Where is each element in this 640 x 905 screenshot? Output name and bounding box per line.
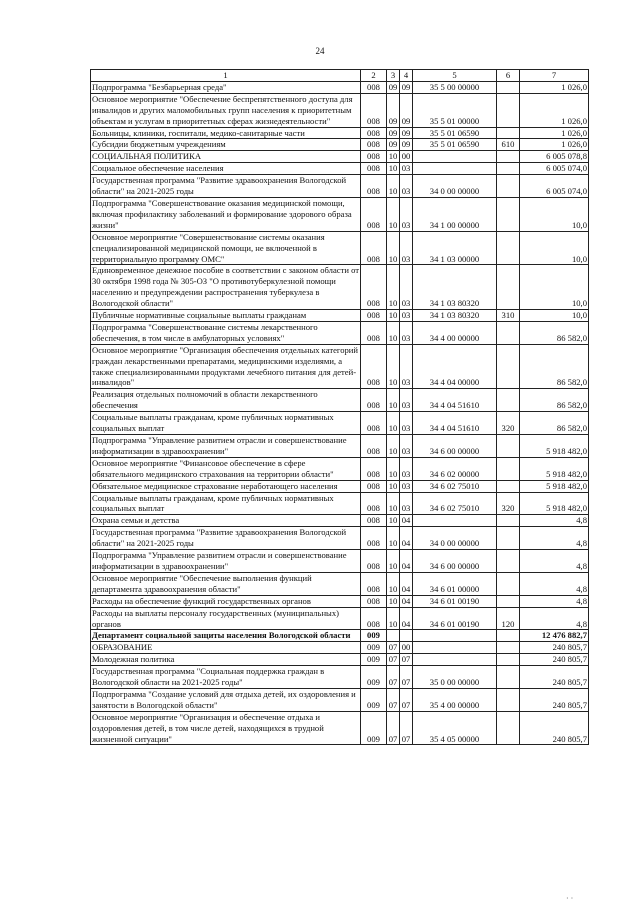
row-name-cell: Подпрограмма "Совершенствование оказания медицинской помощи, включая профилактику заболеваний и формирование здорового образа жизни" xyxy=(91,197,361,231)
row-section-cell: 10 xyxy=(387,344,400,389)
row-expense-type-cell xyxy=(497,231,520,265)
row-subsection-cell: 03 xyxy=(400,412,413,435)
row-name-cell: Государственная программа "Развитие здравоохранения Вологодской области" на 2021-2025 годы xyxy=(91,175,361,198)
row-section-cell: 07 xyxy=(387,688,400,711)
header-cell: 4 xyxy=(400,70,413,82)
row-target-article-cell xyxy=(413,151,497,163)
row-code-cell: 008 xyxy=(361,265,387,310)
row-amount-cell: 4,8 xyxy=(520,572,589,595)
row-section-cell: 07 xyxy=(387,642,400,654)
row-code-cell: 008 xyxy=(361,151,387,163)
row-amount-cell: 5 918 482,0 xyxy=(520,480,589,492)
row-amount-cell: 86 582,0 xyxy=(520,344,589,389)
row-code-cell: 009 xyxy=(361,642,387,654)
row-code-cell: 009 xyxy=(361,630,387,642)
table-row xyxy=(91,642,589,654)
row-target-article-cell: 34 4 04 51610 xyxy=(413,389,497,412)
row-amount-cell: 10,0 xyxy=(520,197,589,231)
row-target-article-cell: 34 1 03 80320 xyxy=(413,310,497,322)
row-target-article-cell: 34 6 02 75010 xyxy=(413,480,497,492)
row-section-cell: 10 xyxy=(387,151,400,163)
row-target-article-cell: 35 4 00 00000 xyxy=(413,688,497,711)
row-subsection-cell: 00 xyxy=(400,151,413,163)
row-code-cell: 008 xyxy=(361,389,387,412)
row-expense-type-cell xyxy=(497,163,520,175)
row-code-cell: 009 xyxy=(361,711,387,745)
row-amount-cell: 240 805,7 xyxy=(520,711,589,745)
row-expense-type-cell xyxy=(497,175,520,198)
row-target-article-cell: 34 1 00 00000 xyxy=(413,197,497,231)
row-section-cell: 10 xyxy=(387,389,400,412)
row-expense-type-cell xyxy=(497,81,520,93)
row-name-cell: Подпрограмма "Безбарьерная среда" xyxy=(91,81,361,93)
table-row xyxy=(91,139,589,151)
row-name-cell: Реализация отдельных полномочий в области лекарственного обеспечения xyxy=(91,389,361,412)
row-target-article-cell: 34 6 02 75010 xyxy=(413,492,497,515)
row-amount-cell: 12 476 882,7 xyxy=(520,630,589,642)
row-amount-cell: 240 805,7 xyxy=(520,666,589,689)
row-subsection-cell: 07 xyxy=(400,688,413,711)
table-row xyxy=(91,550,589,573)
row-target-article-cell xyxy=(413,642,497,654)
row-name-cell: Единовременное денежное пособие в соответствии с законом области от 30 октября 1998 года № 305-ОЗ "О противотуберкулезной помощи населению и предупреждении распространения туберкулеза в Вологодской области" xyxy=(92,265,360,309)
row-subsection-cell: 09 xyxy=(400,139,413,151)
row-subsection-cell: 07 xyxy=(400,654,413,666)
row-name-cell: Департамент социальной защиты населения Вологодской области xyxy=(91,630,361,642)
row-amount-cell: 6 005 078,8 xyxy=(520,151,589,163)
row-section-cell: 07 xyxy=(387,654,400,666)
row-amount-cell: 240 805,7 xyxy=(520,654,589,666)
row-name-cell: Основное мероприятие "Обеспечение выполнения функций департамента здравоохранения области" xyxy=(91,572,361,595)
row-section-cell: 10 xyxy=(387,265,400,310)
row-expense-type-cell xyxy=(497,642,520,654)
row-code-cell: 008 xyxy=(361,492,387,515)
row-section-cell: 10 xyxy=(387,175,400,198)
row-code-cell: 008 xyxy=(361,412,387,435)
row-expense-type-cell xyxy=(497,654,520,666)
table-row xyxy=(91,321,589,344)
row-code-cell: 008 xyxy=(361,527,387,550)
header-cell: 6 xyxy=(497,70,520,82)
row-target-article-cell: 35 4 05 00000 xyxy=(413,711,497,745)
row-target-article-cell: 35 5 00 00000 xyxy=(413,81,497,93)
row-expense-type-cell xyxy=(497,550,520,573)
row-subsection-cell: 03 xyxy=(400,344,413,389)
row-section-cell: 10 xyxy=(387,492,400,515)
row-code-cell: 008 xyxy=(361,321,387,344)
row-section-cell: 09 xyxy=(387,81,400,93)
row-target-article-cell: 34 4 04 00000 xyxy=(413,344,497,389)
row-target-article-cell: 35 5 01 06590 xyxy=(413,127,497,139)
row-name-cell: Основное мероприятие "Совершенствование системы оказания специализированной медицинской помощи, не включенной в территориальную программу ОМС" xyxy=(91,231,361,265)
table-row xyxy=(91,630,589,642)
row-section-cell: 10 xyxy=(387,321,400,344)
row-name-cell: Обязательное медицинское страхование неработающего населения xyxy=(91,480,361,492)
table-row xyxy=(91,527,589,550)
row-name-cell: Подпрограмма "Управление развитием отрасли и совершенствование информатизации в здравоохранении" xyxy=(91,435,361,458)
row-amount-cell: 240 805,7 xyxy=(520,688,589,711)
row-expense-type-cell xyxy=(497,457,520,480)
row-amount-cell: 6 005 074,0 xyxy=(520,163,589,175)
row-expense-type-cell xyxy=(497,93,520,127)
row-target-article-cell: 34 6 00 00000 xyxy=(413,435,497,458)
table-row xyxy=(91,265,589,310)
row-code-cell: 008 xyxy=(361,515,387,527)
row-expense-type-cell xyxy=(497,435,520,458)
row-amount-cell: 5 918 482,0 xyxy=(520,492,589,515)
row-code-cell: 008 xyxy=(361,595,387,607)
table-row xyxy=(91,492,589,515)
row-subsection-cell: 04 xyxy=(400,572,413,595)
row-name-cell: Государственная программа "Социальная поддержка граждан в Вологодской области на 2021-2025 годы" xyxy=(91,666,361,689)
row-section-cell: 10 xyxy=(387,457,400,480)
row-code-cell: 008 xyxy=(361,81,387,93)
row-amount-cell: 86 582,0 xyxy=(520,389,589,412)
row-name-cell: Субсидии бюджетным учреждениям xyxy=(91,139,361,151)
row-expense-type-cell xyxy=(497,265,520,310)
table-row xyxy=(91,163,589,175)
row-code-cell: 008 xyxy=(361,231,387,265)
row-name-cell: Подпрограмма "Совершенствование системы лекарственного обеспечения, в том числе в амбулаторных условиях" xyxy=(91,321,361,344)
row-expense-type-cell xyxy=(497,389,520,412)
row-section-cell: 07 xyxy=(387,666,400,689)
table-row xyxy=(91,711,589,745)
row-amount-cell: 1 026,0 xyxy=(520,93,589,127)
row-expense-type-cell: 320 xyxy=(497,492,520,515)
row-section-cell: 10 xyxy=(387,163,400,175)
row-subsection-cell: 03 xyxy=(400,175,413,198)
row-name-cell: Основное мероприятие "Обеспечение беспрепятственного доступа для инвалидов и других маломобильных групп населения к приоритетным объектам и услугам в приоритетных сферах жизнедеятельности" xyxy=(91,93,361,127)
row-subsection-cell: 03 xyxy=(400,492,413,515)
row-expense-type-cell xyxy=(497,151,520,163)
row-name-cell: Социальное обеспечение населения xyxy=(91,163,361,175)
row-subsection-cell: 04 xyxy=(400,515,413,527)
row-subsection-cell: 04 xyxy=(400,550,413,573)
row-amount-cell: 240 805,7 xyxy=(520,642,589,654)
row-subsection-cell: 03 xyxy=(400,163,413,175)
row-subsection-cell: 00 xyxy=(400,642,413,654)
row-code-cell: 008 xyxy=(361,480,387,492)
row-name-cell: Основное мероприятие "Организация обеспечения отдельных категорий граждан лекарственными препаратами, медицинскими изделиями, а также специализированными продуктами лечебного питания для детей-инвалидов" xyxy=(91,344,361,389)
row-code-cell: 008 xyxy=(361,310,387,322)
row-name-cell: Социальные выплаты гражданам, кроме публичных нормативных социальных выплат xyxy=(91,492,361,515)
row-expense-type-cell xyxy=(497,666,520,689)
table-row xyxy=(91,572,589,595)
row-expense-type-cell xyxy=(497,572,520,595)
row-section-cell: 10 xyxy=(387,435,400,458)
row-section-cell: 10 xyxy=(387,197,400,231)
table-row xyxy=(91,412,589,435)
row-code-cell: 008 xyxy=(361,607,387,630)
row-amount-cell: 4,8 xyxy=(520,550,589,573)
row-amount-cell: 1 026,0 xyxy=(520,81,589,93)
table-row xyxy=(91,344,589,389)
header-cell: 5 xyxy=(413,70,497,82)
row-section-cell: 10 xyxy=(387,607,400,630)
table-row xyxy=(91,435,589,458)
row-name-cell: Публичные нормативные социальные выплаты гражданам xyxy=(91,310,361,322)
row-subsection-cell: 03 xyxy=(400,197,413,231)
row-subsection-cell: 09 xyxy=(400,81,413,93)
table-row xyxy=(91,175,589,198)
table-row xyxy=(91,457,589,480)
row-subsection-cell: 07 xyxy=(400,711,413,745)
row-section-cell: 10 xyxy=(387,515,400,527)
row-amount-cell: 10,0 xyxy=(520,231,589,265)
row-name-cell: ОБРАЗОВАНИЕ xyxy=(91,642,361,654)
row-section-cell: 09 xyxy=(387,139,400,151)
row-expense-type-cell xyxy=(497,197,520,231)
row-code-cell: 009 xyxy=(361,688,387,711)
row-code-cell: 008 xyxy=(361,197,387,231)
scan-mark: · · xyxy=(566,894,574,903)
row-expense-type-cell: 610 xyxy=(497,139,520,151)
table-row xyxy=(91,607,589,630)
row-target-article-cell: 34 6 01 00190 xyxy=(413,595,497,607)
table-row xyxy=(91,93,589,127)
row-code-cell: 008 xyxy=(361,175,387,198)
row-target-article-cell: 34 6 02 00000 xyxy=(413,457,497,480)
row-code-cell: 008 xyxy=(361,163,387,175)
header-cell: 7 xyxy=(520,70,589,82)
row-subsection-cell: 03 xyxy=(400,389,413,412)
row-code-cell: 009 xyxy=(361,666,387,689)
row-code-cell: 008 xyxy=(361,435,387,458)
row-section-cell xyxy=(387,630,400,642)
row-target-article-cell xyxy=(413,654,497,666)
table-row xyxy=(91,480,589,492)
table-row xyxy=(91,197,589,231)
row-section-cell: 10 xyxy=(387,310,400,322)
row-expense-type-cell xyxy=(497,711,520,745)
row-section-cell: 07 xyxy=(387,711,400,745)
row-expense-type-cell xyxy=(497,344,520,389)
table-row xyxy=(91,515,589,527)
table-row xyxy=(91,151,589,163)
row-name-cell: Основное мероприятие "Организация и обеспечение отдыха и оздоровления детей, в том числе детей, находящихся в трудной жизненной ситуации" xyxy=(91,711,361,745)
row-amount-cell: 1 026,0 xyxy=(520,127,589,139)
row-name-cell: Больницы, клиники, госпитали, медико-санитарные части xyxy=(91,127,361,139)
row-subsection-cell: 03 xyxy=(400,435,413,458)
row-subsection-cell: 04 xyxy=(400,527,413,550)
row-code-cell: 008 xyxy=(361,344,387,389)
row-section-cell: 10 xyxy=(387,412,400,435)
row-target-article-cell: 34 0 00 00000 xyxy=(413,527,497,550)
row-subsection-cell: 04 xyxy=(400,607,413,630)
row-subsection-cell: 03 xyxy=(400,231,413,265)
row-name-cell: Государственная программа "Развитие здравоохранения Вологодской области" на 2021-2025 годы xyxy=(91,527,361,550)
row-target-article-cell: 34 1 03 00000 xyxy=(413,231,497,265)
table-row xyxy=(91,688,589,711)
row-section-cell: 10 xyxy=(387,527,400,550)
row-code-cell: 009 xyxy=(361,654,387,666)
row-code-cell: 008 xyxy=(361,127,387,139)
table-row xyxy=(91,127,589,139)
row-amount-cell: 4,8 xyxy=(520,515,589,527)
row-amount-cell: 4,8 xyxy=(520,595,589,607)
row-name-cell: Расходы на обеспечение функций государственных органов xyxy=(91,595,361,607)
table-row xyxy=(91,595,589,607)
row-target-article-cell: 34 6 01 00190 xyxy=(413,607,497,630)
row-expense-type-cell xyxy=(497,480,520,492)
row-amount-cell: 5 918 482,0 xyxy=(520,457,589,480)
page-number: 24 xyxy=(315,46,325,56)
row-section-cell: 10 xyxy=(387,550,400,573)
row-expense-type-cell: 120 xyxy=(497,607,520,630)
budget-table xyxy=(90,69,589,745)
row-target-article-cell: 34 6 01 00000 xyxy=(413,572,497,595)
row-code-cell: 008 xyxy=(361,457,387,480)
row-amount-cell: 10,0 xyxy=(520,265,589,310)
row-subsection-cell: 03 xyxy=(400,310,413,322)
row-section-cell: 09 xyxy=(387,127,400,139)
row-target-article-cell xyxy=(413,163,497,175)
row-expense-type-cell xyxy=(497,515,520,527)
row-subsection-cell: 09 xyxy=(400,127,413,139)
header-cell: 2 xyxy=(361,70,387,82)
row-name-cell: Подпрограмма "Управление развитием отрасли и совершенствование информатизации в здравоохранении" xyxy=(91,550,361,573)
row-section-cell: 09 xyxy=(387,93,400,127)
row-target-article-cell: 35 5 01 06590 xyxy=(413,139,497,151)
row-name-cell: Подпрограмма "Создание условий для отдыха детей, их оздоровления и занятости в Вологодской области" xyxy=(91,688,361,711)
row-subsection-cell: 03 xyxy=(400,265,413,310)
row-section-cell: 10 xyxy=(387,572,400,595)
row-name-cell: Расходы на выплаты персоналу государственных (муниципальных) органов xyxy=(91,607,361,630)
table-row xyxy=(91,81,589,93)
row-name-cell: Молодежная политика xyxy=(91,654,361,666)
row-code-cell: 008 xyxy=(361,139,387,151)
row-section-cell: 10 xyxy=(387,231,400,265)
row-amount-cell: 4,8 xyxy=(520,607,589,630)
table-row xyxy=(91,389,589,412)
row-section-cell: 10 xyxy=(387,480,400,492)
row-amount-cell: 4,8 xyxy=(520,527,589,550)
row-expense-type-cell: 320 xyxy=(497,412,520,435)
row-target-article-cell: 34 1 03 80320 xyxy=(413,265,497,310)
row-amount-cell: 86 582,0 xyxy=(520,321,589,344)
row-expense-type-cell xyxy=(497,527,520,550)
row-expense-type-cell: 310 xyxy=(497,310,520,322)
row-name-cell: Основное мероприятие "Финансовое обеспечение в сфере обязательного медицинского страхования на территории области" xyxy=(91,457,361,480)
row-expense-type-cell xyxy=(497,688,520,711)
row-target-article-cell: 34 4 00 00000 xyxy=(413,321,497,344)
table-body xyxy=(91,81,589,745)
row-amount-cell: 1 026,0 xyxy=(520,139,589,151)
row-amount-cell: 86 582,0 xyxy=(520,412,589,435)
row-amount-cell: 10,0 xyxy=(520,310,589,322)
table-row xyxy=(91,666,589,689)
row-name-cell: СОЦИАЛЬНАЯ ПОЛИТИКА xyxy=(91,151,361,163)
row-subsection-cell: 03 xyxy=(400,480,413,492)
row-code-cell: 008 xyxy=(361,93,387,127)
header-cell: 3 xyxy=(387,70,400,82)
table-row xyxy=(91,231,589,265)
row-subsection-cell: 07 xyxy=(400,666,413,689)
row-subsection-cell: 03 xyxy=(400,457,413,480)
row-section-cell: 10 xyxy=(387,595,400,607)
row-target-article-cell: 35 0 00 00000 xyxy=(413,666,497,689)
row-name-cell: Социальные выплаты гражданам, кроме публичных нормативных социальных выплат xyxy=(91,412,361,435)
row-target-article-cell xyxy=(413,515,497,527)
row-target-article-cell: 34 6 00 00000 xyxy=(413,550,497,573)
table-row xyxy=(91,310,589,322)
row-expense-type-cell xyxy=(497,127,520,139)
table-header-row xyxy=(91,70,589,82)
row-target-article-cell xyxy=(413,630,497,642)
row-subsection-cell: 09 xyxy=(400,93,413,127)
row-target-article-cell: 35 5 01 00000 xyxy=(413,93,497,127)
row-subsection-cell: 04 xyxy=(400,595,413,607)
row-amount-cell: 5 918 482,0 xyxy=(520,435,589,458)
row-subsection-cell xyxy=(400,630,413,642)
header-cell: 1 xyxy=(91,70,361,82)
row-expense-type-cell xyxy=(497,630,520,642)
row-target-article-cell: 34 4 04 51610 xyxy=(413,412,497,435)
row-expense-type-cell xyxy=(497,321,520,344)
row-subsection-cell: 03 xyxy=(400,321,413,344)
row-code-cell: 008 xyxy=(361,550,387,573)
table-row xyxy=(91,654,589,666)
row-code-cell: 008 xyxy=(361,572,387,595)
row-expense-type-cell xyxy=(497,595,520,607)
row-name-cell: Охрана семьи и детства xyxy=(91,515,361,527)
row-target-article-cell: 34 0 00 00000 xyxy=(413,175,497,198)
row-amount-cell: 6 005 074,0 xyxy=(520,175,589,198)
